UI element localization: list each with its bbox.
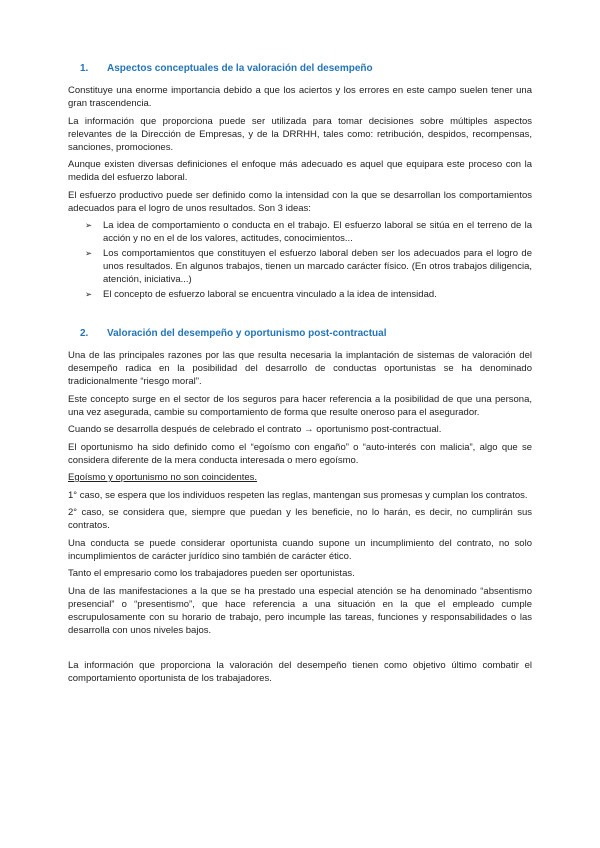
- underlined-statement: Egoísmo y oportunismo no son coincidentes.: [68, 472, 258, 483]
- section-1: [68, 62, 532, 301]
- section-2: [68, 327, 532, 685]
- paragraph: Tanto el empresario como los trabajadores pueden ser oportunistas.: [68, 568, 355, 579]
- paragraph: Cuando se desarrolla después de celebrado el contrato → oportunismo post-contractual.: [68, 424, 442, 435]
- paragraph: Una conducta se puede considerar oportunista cuando supone un incumplimiento del contrato, no solo incumplimientos de carácter jurídico sino también de carácter ético.: [68, 537, 532, 562]
- section-heading: [68, 62, 532, 75]
- bullet-text: La idea de comportamiento o conducta en el trabajo. El esfuerzo laboral se sitúa en el terreno de la acción y no en el de los valores, actitudes, conocimientos...: [103, 220, 532, 244]
- bullet-item: [68, 219, 532, 245]
- section-heading: [68, 327, 532, 340]
- arrow-bullet-icon: ➢: [85, 248, 93, 258]
- paragraph: Aunque existen diversas definiciones el enfoque más adecuado es aquel que equipara este proceso con la medida del esfuerzo laboral.: [68, 159, 532, 183]
- section-title: Valoración del desempeño y oportunismo post-contractual: [107, 328, 387, 339]
- paragraph: El oportunismo ha sido definido como el “egoísmo con engaño” o “auto-interés con malicia”, algo que se considera diferente de la mera conducta interesada o mero egoísmo.: [68, 441, 532, 466]
- paragraph: 1° caso, se espera que los individuos respeten las reglas, mantengan sus promesas y cumplan los contratos.: [68, 489, 528, 501]
- arrow-bullet-icon: ➢: [85, 289, 93, 299]
- paragraph: Este concepto surge en el sector de los seguros para hacer referencia a la posibilidad de que una persona, una vez asegurada, cambie su comportamiento de forma que resulte oneroso para el asegurador.: [68, 393, 532, 418]
- paragraph: Una de las manifestaciones a la que se ha prestado una especial atención se ha denominado “absentismo presencial” o “presentismo”, que hace referencia a una situación en la que el empleado cumple escrupulosamente con su horario de trabajo, pero incumple las tareas, funciones y responsabilidades o las desarrolla con unos niveles bajos.: [68, 585, 532, 636]
- paragraph: Constituye una enorme importancia debido a que los aciertos y los errores en este campo suelen tener una gran trascendencia.: [68, 85, 532, 109]
- bullet-item: [68, 247, 532, 286]
- bullet-text: El concepto de esfuerzo laboral se encuentra vinculado a la idea de intensidad.: [103, 289, 437, 300]
- final-paragraph: La información que proporciona la valoración del desempeño tienen como objetivo último combatir el comportamiento oportunista de los trabajadores.: [68, 659, 532, 684]
- bullet-item: [68, 288, 532, 301]
- paragraph: Una de las principales razones por las que resulta necesaria la implantación de sistemas de valoración del desempeño radica en la posibilidad del desarrollo de conductas oportunistas se ha denominado tradicionalmente “riesgo moral”.: [68, 350, 532, 387]
- section-number: 2.: [80, 328, 89, 339]
- section-number: 1.: [80, 63, 89, 74]
- paragraph: El esfuerzo productivo puede ser definido como la intensidad con la que se desarrollan los comportamientos adecuados para el logro de unos resultados. Son 3 ideas:: [68, 189, 532, 214]
- bullet-text: Los comportamientos que constituyen el esfuerzo laboral deben ser los adecuados para el logro de unos resultados. En algunos trabajos, tienen un marcado carácter físico. (En otros trabajos diligencia, atención, iniciativa...): [103, 248, 532, 285]
- paragraph: La información que proporciona puede ser utilizada para tomar decisiones sobre múltiples aspectos relevantes de la Dirección de Empresas, y de la DRRHH, tales como: retribución, despidos, recompensas, sanciones, promociones.: [68, 115, 532, 153]
- section-title: Aspectos conceptuales de la valoración del desempeño: [107, 63, 373, 74]
- bullet-list: [68, 219, 532, 301]
- arrow-bullet-icon: ➢: [85, 220, 93, 230]
- paragraph: 2° caso, se considera que, siempre que puedan y les beneficie, no lo harán, es decir, no cumplirán sus contratos.: [68, 507, 532, 531]
